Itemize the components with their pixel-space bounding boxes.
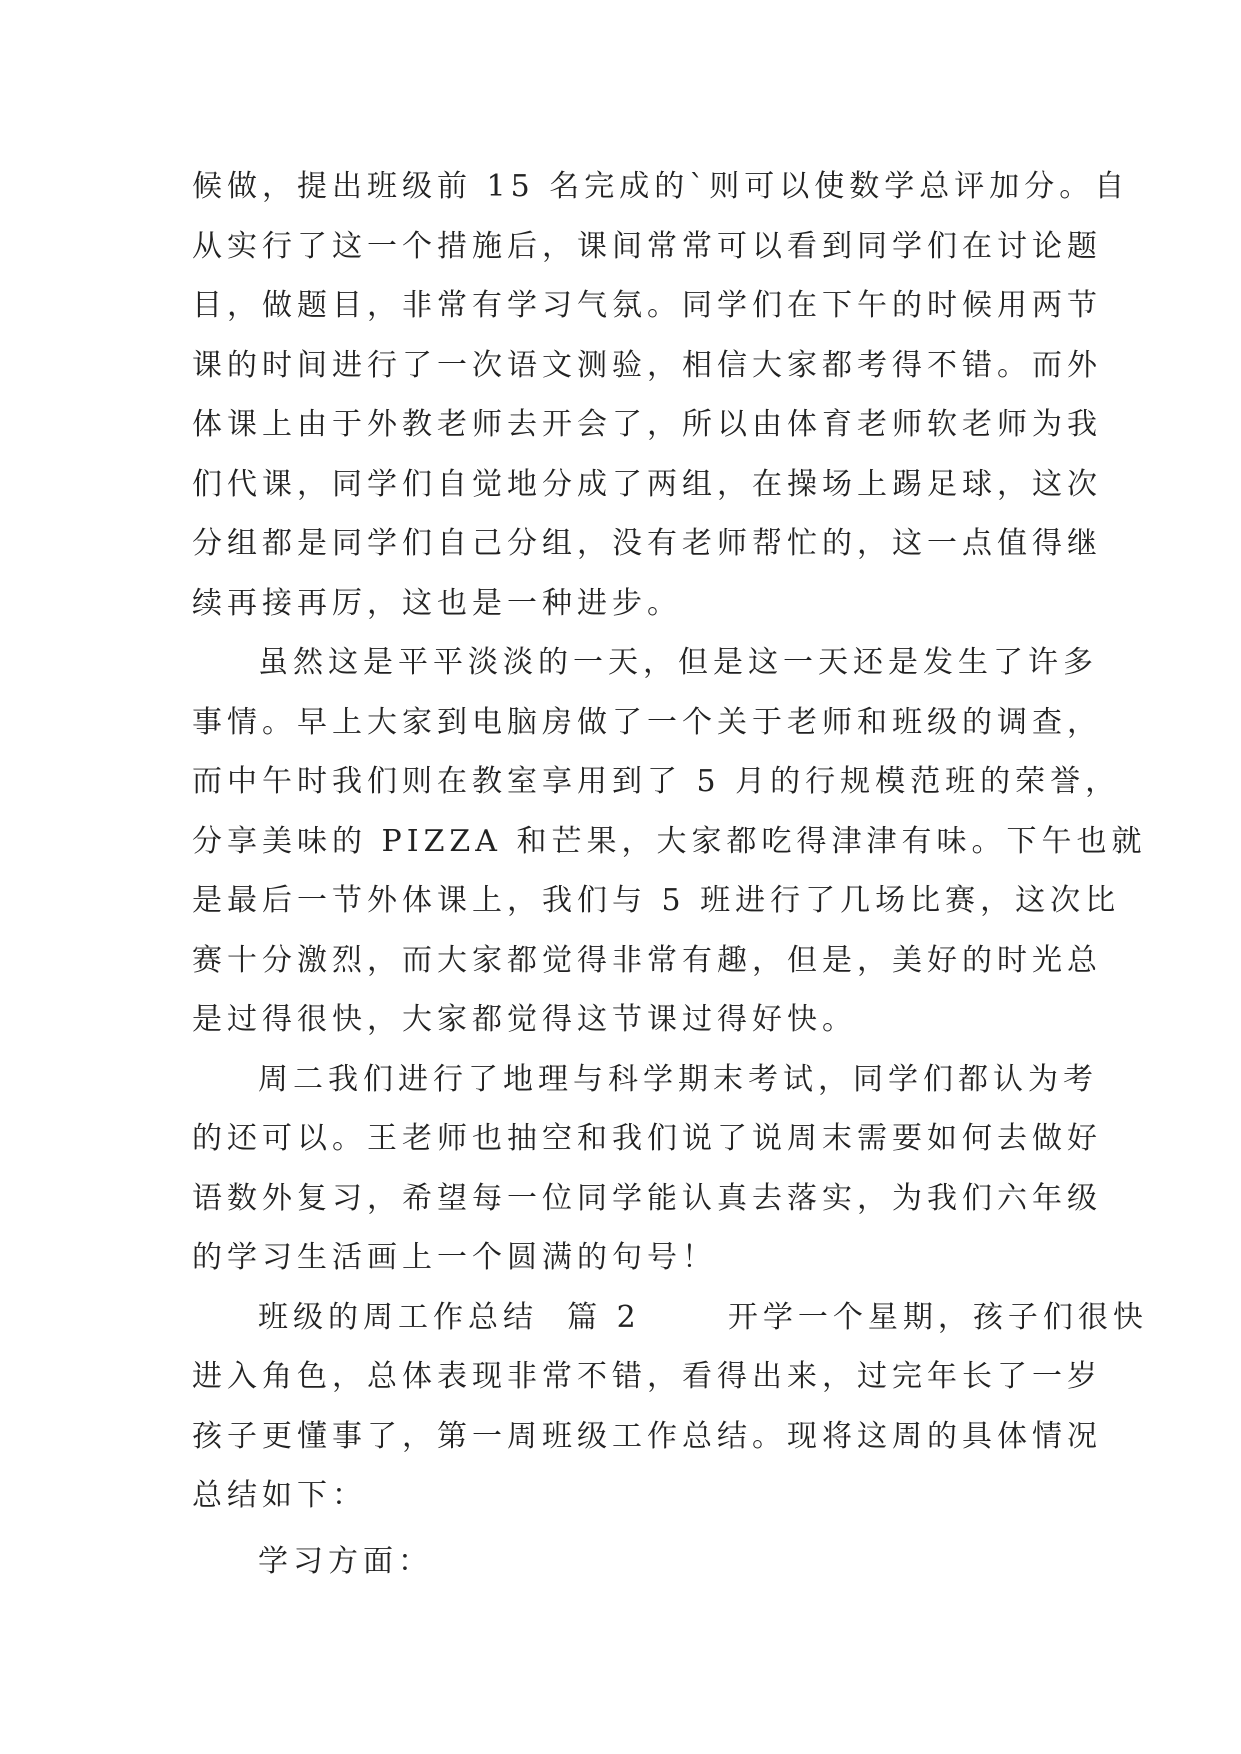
text-line: 是过得很快，大家都觉得这节课过得好快。 (192, 1002, 857, 1037)
text-line: 的还可以。王老师也抽空和我们说了说周末需要如何去做好 (192, 1121, 1102, 1156)
text-line: 体课上由于外教老师去开会了，所以由体育老师软老师为我 (192, 407, 1102, 442)
text-line: 分享美味的 PIZZA 和芒果，大家都吃得津津有味。下午也就 (192, 823, 1147, 859)
text-line: 而中午时我们则在教室享用到了 5 月的行规模范班的荣誉， (192, 764, 1121, 799)
paragraph-5 (192, 1532, 1054, 1592)
text-line: 续再接再厉，这也是一种进步。 (192, 585, 682, 621)
text-line: 是最后一节外体课上，我们与 5 班进行了几场比赛，这次比 (192, 883, 1121, 918)
text-line: 从实行了这一个措施后，课间常常可以看到同学们在讨论题 (192, 228, 1102, 264)
text-line: 的学习生活画上一个圆满的句号！ (192, 1240, 717, 1275)
document-body (192, 157, 1148, 1591)
text-line: 班级的周工作总结 篇 2 开学一个星期，孩子们很快 (258, 1299, 1148, 1335)
text-line: 学习方面： (258, 1543, 433, 1579)
text-line: 目，做题目，非常有学习气氛。同学们在下午的时候用两节 (192, 288, 1102, 323)
text-line: 总结如下： (192, 1478, 367, 1513)
text-line: 们代课，同学们自觉地分成了两组，在操场上踢足球，这次 (192, 466, 1102, 502)
paragraph-4 (192, 1288, 1148, 1526)
text-line: 事情。早上大家到电脑房做了一个关于老师和班级的调查， (192, 704, 1102, 740)
paragraph-2 (192, 633, 1147, 1050)
paragraph-1 (192, 157, 1130, 633)
text-line: 语数外复习，希望每一位同学能认真去落实，为我们六年级 (192, 1180, 1102, 1216)
text-line: 周二我们进行了地理与科学期末考试，同学们都认为考 (258, 1061, 1098, 1097)
text-line: 候做，提出班级前 15 名完成的`则可以使数学总评加分。自 (192, 169, 1130, 204)
text-line: 分组都是同学们自己分组，没有老师帮忙的，这一点值得继 (192, 526, 1102, 561)
text-line: 赛十分激烈，而大家都觉得非常有趣，但是，美好的时光总 (192, 942, 1102, 978)
text-line: 孩子更懂事了，第一周班级工作总结。现将这周的具体情况 (192, 1418, 1102, 1454)
text-line: 课的时间进行了一次语文测验，相信大家都考得不错。而外 (192, 347, 1102, 383)
text-line: 虽然这是平平淡淡的一天，但是这一天还是发生了许多 (258, 645, 1098, 680)
text-line: 进入角色，总体表现非常不错，看得出来，过完年长了一岁 (192, 1359, 1102, 1394)
paragraph-3 (192, 1050, 1102, 1288)
